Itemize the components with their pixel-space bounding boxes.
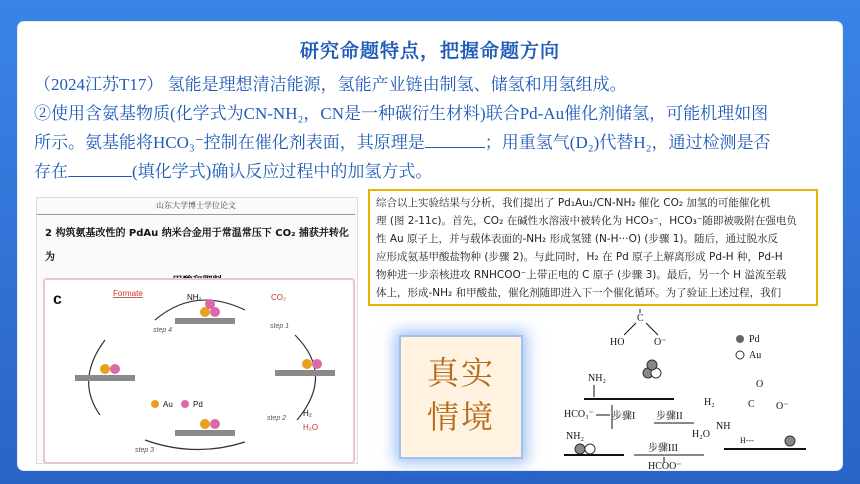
- mech-hco3: HCO₃⁻: [564, 409, 594, 420]
- mech-step2: 步骤II: [656, 411, 683, 422]
- question-line-4: 存在 (填化学式)确认反应过程中的加氢方式。: [34, 157, 834, 186]
- answer-blank-2[interactable]: [68, 158, 132, 177]
- mech-o-minus-2: O⁻: [776, 401, 789, 412]
- catalyst-slab-right: [275, 370, 335, 376]
- cycle-arc-right: [295, 335, 316, 420]
- thesis-section-title: 2 构筑氨基改性的 PdAu 纳米合金用于常温常压下 CO₂ 捕获并转化为: [45, 228, 349, 263]
- mech-step3: 步骤III: [648, 443, 678, 454]
- cycle-arc-top: [155, 300, 245, 320]
- question-line-3: 所示。氨基能将HCO₃⁻控制在催化剂表面，其原理是 ；用重氢气(D₂)代替H₂，通过检测是否: [34, 128, 834, 157]
- legend-pd-dot: [181, 400, 189, 408]
- thesis-figure: [36, 197, 358, 464]
- mech-nh2-bottom: NH₂: [566, 431, 584, 442]
- mech-legend-au-dot: [736, 351, 744, 359]
- mech-step1: 步骤I: [612, 411, 636, 422]
- catalytic-cycle-svg: [45, 280, 349, 458]
- step1-label: step 1: [270, 323, 290, 330]
- mech-h2o: H₂O: [692, 429, 710, 440]
- legend-au-dot: [151, 400, 159, 408]
- pd-atom: [110, 364, 120, 374]
- mech-o: O: [756, 379, 764, 390]
- real-context-badge: 真实 情境: [399, 335, 523, 459]
- mech-legend-pd-dot: [736, 335, 744, 343]
- mech-carbon: C: [637, 313, 644, 324]
- hco3-formula: HCO₃⁻: [153, 133, 204, 152]
- mech-nh: NH: [716, 421, 731, 432]
- au-atom: [100, 364, 110, 374]
- co2-label: CO₂: [271, 293, 287, 302]
- catalyst-slab-top: [175, 318, 235, 324]
- mech-ho: HO: [610, 337, 625, 348]
- pd-atom: [210, 419, 220, 429]
- au-atom: [200, 419, 210, 429]
- legend-au-label: Au: [163, 400, 173, 409]
- pd-atom: [205, 299, 215, 309]
- step3-label: step 3: [135, 447, 155, 454]
- step4-label: step 4: [153, 327, 173, 334]
- question-line-1: （2024江苏T17） 氢能是理想清洁能源，氢能产业链由制氢、储氢和用氢组成。: [34, 75, 627, 94]
- mech-carbon-2: C: [748, 399, 755, 410]
- thesis-header: 山东大学博士学位论文: [37, 198, 355, 215]
- mech-hcoo: HCOO⁻: [648, 461, 682, 469]
- panel-label: c: [53, 291, 62, 308]
- mech-legend-pd: Pd: [749, 334, 760, 345]
- cycle-arc-bottom: [145, 440, 245, 450]
- au-atom: [302, 359, 312, 369]
- catalyst-slab-bottom: [175, 430, 235, 436]
- mechanism-diagram: [544, 309, 814, 469]
- h2o-label: H₂O: [303, 423, 319, 432]
- question-line-2: ②使用含氨基物质(化学式为CN-NH₂，CN是一种碳衍生材料)联合Pd-Au催化剂储氢，可能机理如图: [34, 104, 769, 123]
- h2-label: H₂: [303, 409, 312, 418]
- answer-blank-1[interactable]: [425, 129, 485, 148]
- mech-legend-au: Au: [749, 350, 762, 361]
- step2-label: step 2: [267, 415, 287, 422]
- catalytic-cycle-diagram: [43, 278, 355, 464]
- legend-pd-label: Pd: [193, 400, 203, 409]
- formate-label: Formate: [113, 289, 143, 298]
- mech-h-dots: H---: [740, 436, 754, 445]
- excerpt-text: 综合以上实验结果与分析，我们提出了 Pd₁Au₁/CN-NH₂ 催化 CO₂ 加氢的可能催化机 理 (图 2-11c)。首先，CO₂ 在碱性水溶液中被转化为 HCO₃⁻，HCO₃⁻随即被吸附在强电负 性 Au 原子上，并与载体表面的-NH₂ 形成氢键 (N-H···O) (步骤 1)。随后，通过脱水反 应形成氨基甲酸盐物种 (步骤 2)。与此同时，H₂ 在 Pd 原子上解离形成 Pd-H 种，Pd-H 物种进一步亲核进攻 RNHCOO⁻上带正电的 C 原子 (步骤 3)。最后，另一个 H 溢流至载 体上，形成-NH₂ 和甲酸盐，催化剂随即进入下一个催化循环。为了验证上述过程，我们: [376, 197, 797, 299]
- question-text: [34, 70, 834, 186]
- slide-title: 研究命题特点，把握命题方向: [299, 40, 560, 62]
- thesis-excerpt: [368, 189, 818, 306]
- slide-card: [18, 22, 842, 470]
- mech-o-minus: O⁻: [654, 337, 667, 348]
- nh2-label: NH₂: [187, 293, 202, 302]
- mech-nh2-top: NH₂: [588, 373, 606, 384]
- mech-h2: H₂: [704, 397, 715, 408]
- pd-atom: [312, 359, 322, 369]
- catalyst-slab-left: [75, 375, 135, 381]
